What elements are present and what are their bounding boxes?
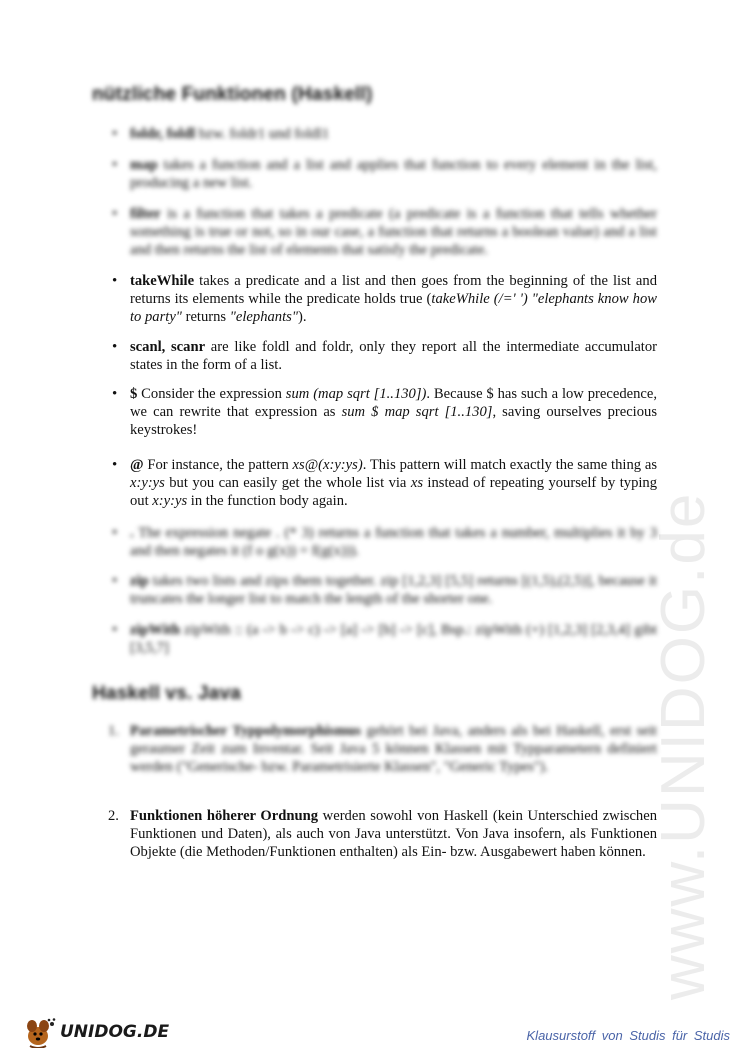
- list-item-higher-order: [108, 807, 657, 861]
- item-code: x:y:ys: [152, 493, 188, 509]
- item-code: sum $ map sqrt [1..130]: [341, 404, 493, 420]
- bullet-icon: •: [112, 157, 118, 173]
- list-item-foldr: [112, 125, 657, 143]
- bullet-icon: •: [112, 386, 118, 402]
- item-code: xs@(x:y:ys): [292, 457, 363, 473]
- item-text: takes a function and a list and applies that function to every element in the list, producing a new list.: [130, 157, 657, 191]
- item-term: .: [130, 525, 134, 541]
- item-text: returns: [181, 309, 230, 325]
- item-term: map: [130, 157, 158, 173]
- item-term: scanl, scanr: [130, 339, 206, 355]
- list-item-compose: [112, 524, 657, 560]
- item-text: werden sowohl von Haskell (kein Unterschied zwischen Funktionen und Daten), als auch von Java unterstützt. Von Java insofern, als Funktionen Objekte (die Methoden/Funktionen enthalten) als Ein- bzw. Ausgabewert haben können.: [130, 808, 657, 860]
- list-item-polymorphism: [108, 722, 657, 776]
- item-number: 1.: [108, 723, 119, 739]
- list-item-as-pattern: [112, 456, 657, 510]
- watermark: www.UNIDOG.de: [649, 491, 718, 1000]
- item-code: x:y:ys: [130, 475, 165, 491]
- item-text: takes two lists and zips them together. zip [1,2,3] [5,5] returns [(1,5),(2,5)], because it truncates the longer list to match the length of the shorter one.: [130, 573, 657, 607]
- item-code: xs: [410, 475, 424, 491]
- item-term: filter: [130, 206, 161, 222]
- item-text: ).: [297, 309, 307, 325]
- item-text: . This pattern will match exactly the same thing as: [362, 457, 657, 473]
- item-term: zipWith: [130, 622, 181, 638]
- bullet-icon: •: [112, 273, 118, 289]
- item-term: $: [130, 386, 138, 402]
- bullet-icon: •: [112, 622, 118, 638]
- bullet-icon: •: [112, 206, 118, 222]
- list-item-zipwith: [112, 621, 657, 657]
- logo-text: UNIDOG.DE: [60, 1022, 170, 1042]
- item-term: takeWhile: [130, 273, 195, 289]
- item-text: gehört bei Java, anders als bei Haskell, erst seit geraumer Zeit zum Inventar. Seit Java 5 können Klassen mit Typparametern definiert werden ("Generische- bzw. Parametrisierte Klassen", "Generic Types").: [130, 723, 657, 775]
- bullet-icon: •: [112, 457, 118, 473]
- item-term: Funktionen höherer Ordnung: [130, 808, 319, 824]
- item-term: zip: [130, 573, 149, 589]
- item-text: instead of repeating yourself by typing out: [130, 475, 658, 509]
- item-term: @: [130, 457, 144, 473]
- item-text: takes a predicate and a list and then goes from the beginning of the list and returns its elements while the predicate holds true (: [130, 273, 657, 307]
- dog-mascot-icon: [22, 1016, 56, 1048]
- list-item-takewhile: [112, 272, 657, 326]
- item-number: 2.: [108, 808, 119, 824]
- list-item-map: [112, 156, 657, 192]
- item-text: , saving ourselves precious keystrokes!: [130, 404, 658, 438]
- item-text: Consider the expression: [137, 386, 286, 402]
- item-term: foldr, foldl: [130, 126, 196, 142]
- unidog-logo: [22, 1016, 169, 1048]
- item-text: bzw. foldr1 und foldl1: [195, 126, 330, 142]
- list-item-filter: [112, 205, 657, 259]
- footer-tagline: Klausurstoff von Studis für Studis: [526, 1028, 730, 1043]
- bullet-icon: •: [112, 126, 118, 142]
- item-text: zipWith :: (a -> b -> c) -> [a] -> [b] -> [c], Bsp.: zipWith (+) [1,2,3] [2,3,4] gibt [3,5,7]: [130, 622, 657, 656]
- item-text: The expression negate . (* 3) returns a function that takes a number, multiplies it by 3 and then negates it (f o g(x)) = f(g(x))).: [130, 525, 657, 559]
- list-item-dollar: [112, 385, 657, 439]
- item-text: are like foldl and foldr, only they report all the intermediate accumulator states in the form of a list.: [130, 339, 658, 373]
- list-item-scanl: [112, 338, 657, 374]
- item-term: Parametrischer Typpolymorphismus: [130, 723, 361, 739]
- item-code: sum (map sqrt [1..130]): [285, 386, 427, 402]
- bullet-icon: •: [112, 339, 118, 355]
- bullet-icon: •: [112, 573, 118, 589]
- bullet-icon: •: [112, 525, 118, 541]
- item-text: in the function body again.: [187, 493, 348, 509]
- item-text: but you can easily get the whole list via: [164, 475, 411, 491]
- item-code: takeWhile (/=' ') "elephants know how to party": [130, 291, 657, 325]
- item-code: "elephants": [229, 309, 298, 325]
- item-text: . Because $ has such a low precedence, we can rewrite that expression as: [130, 386, 657, 420]
- item-text: is a function that takes a predicate (a predicate is a function that tells whether something is true or not, so in our case, a function that returns a boolean value) and a list and then returns the list of elements that satisfy the predicate.: [130, 206, 657, 258]
- section-title-useful-functions: nützliche Funktionen (Haskell): [92, 84, 373, 105]
- section-title-haskell-vs-java: Haskell vs. Java: [92, 683, 241, 704]
- list-item-zip: [112, 572, 657, 608]
- item-text: For instance, the pattern: [143, 457, 293, 473]
